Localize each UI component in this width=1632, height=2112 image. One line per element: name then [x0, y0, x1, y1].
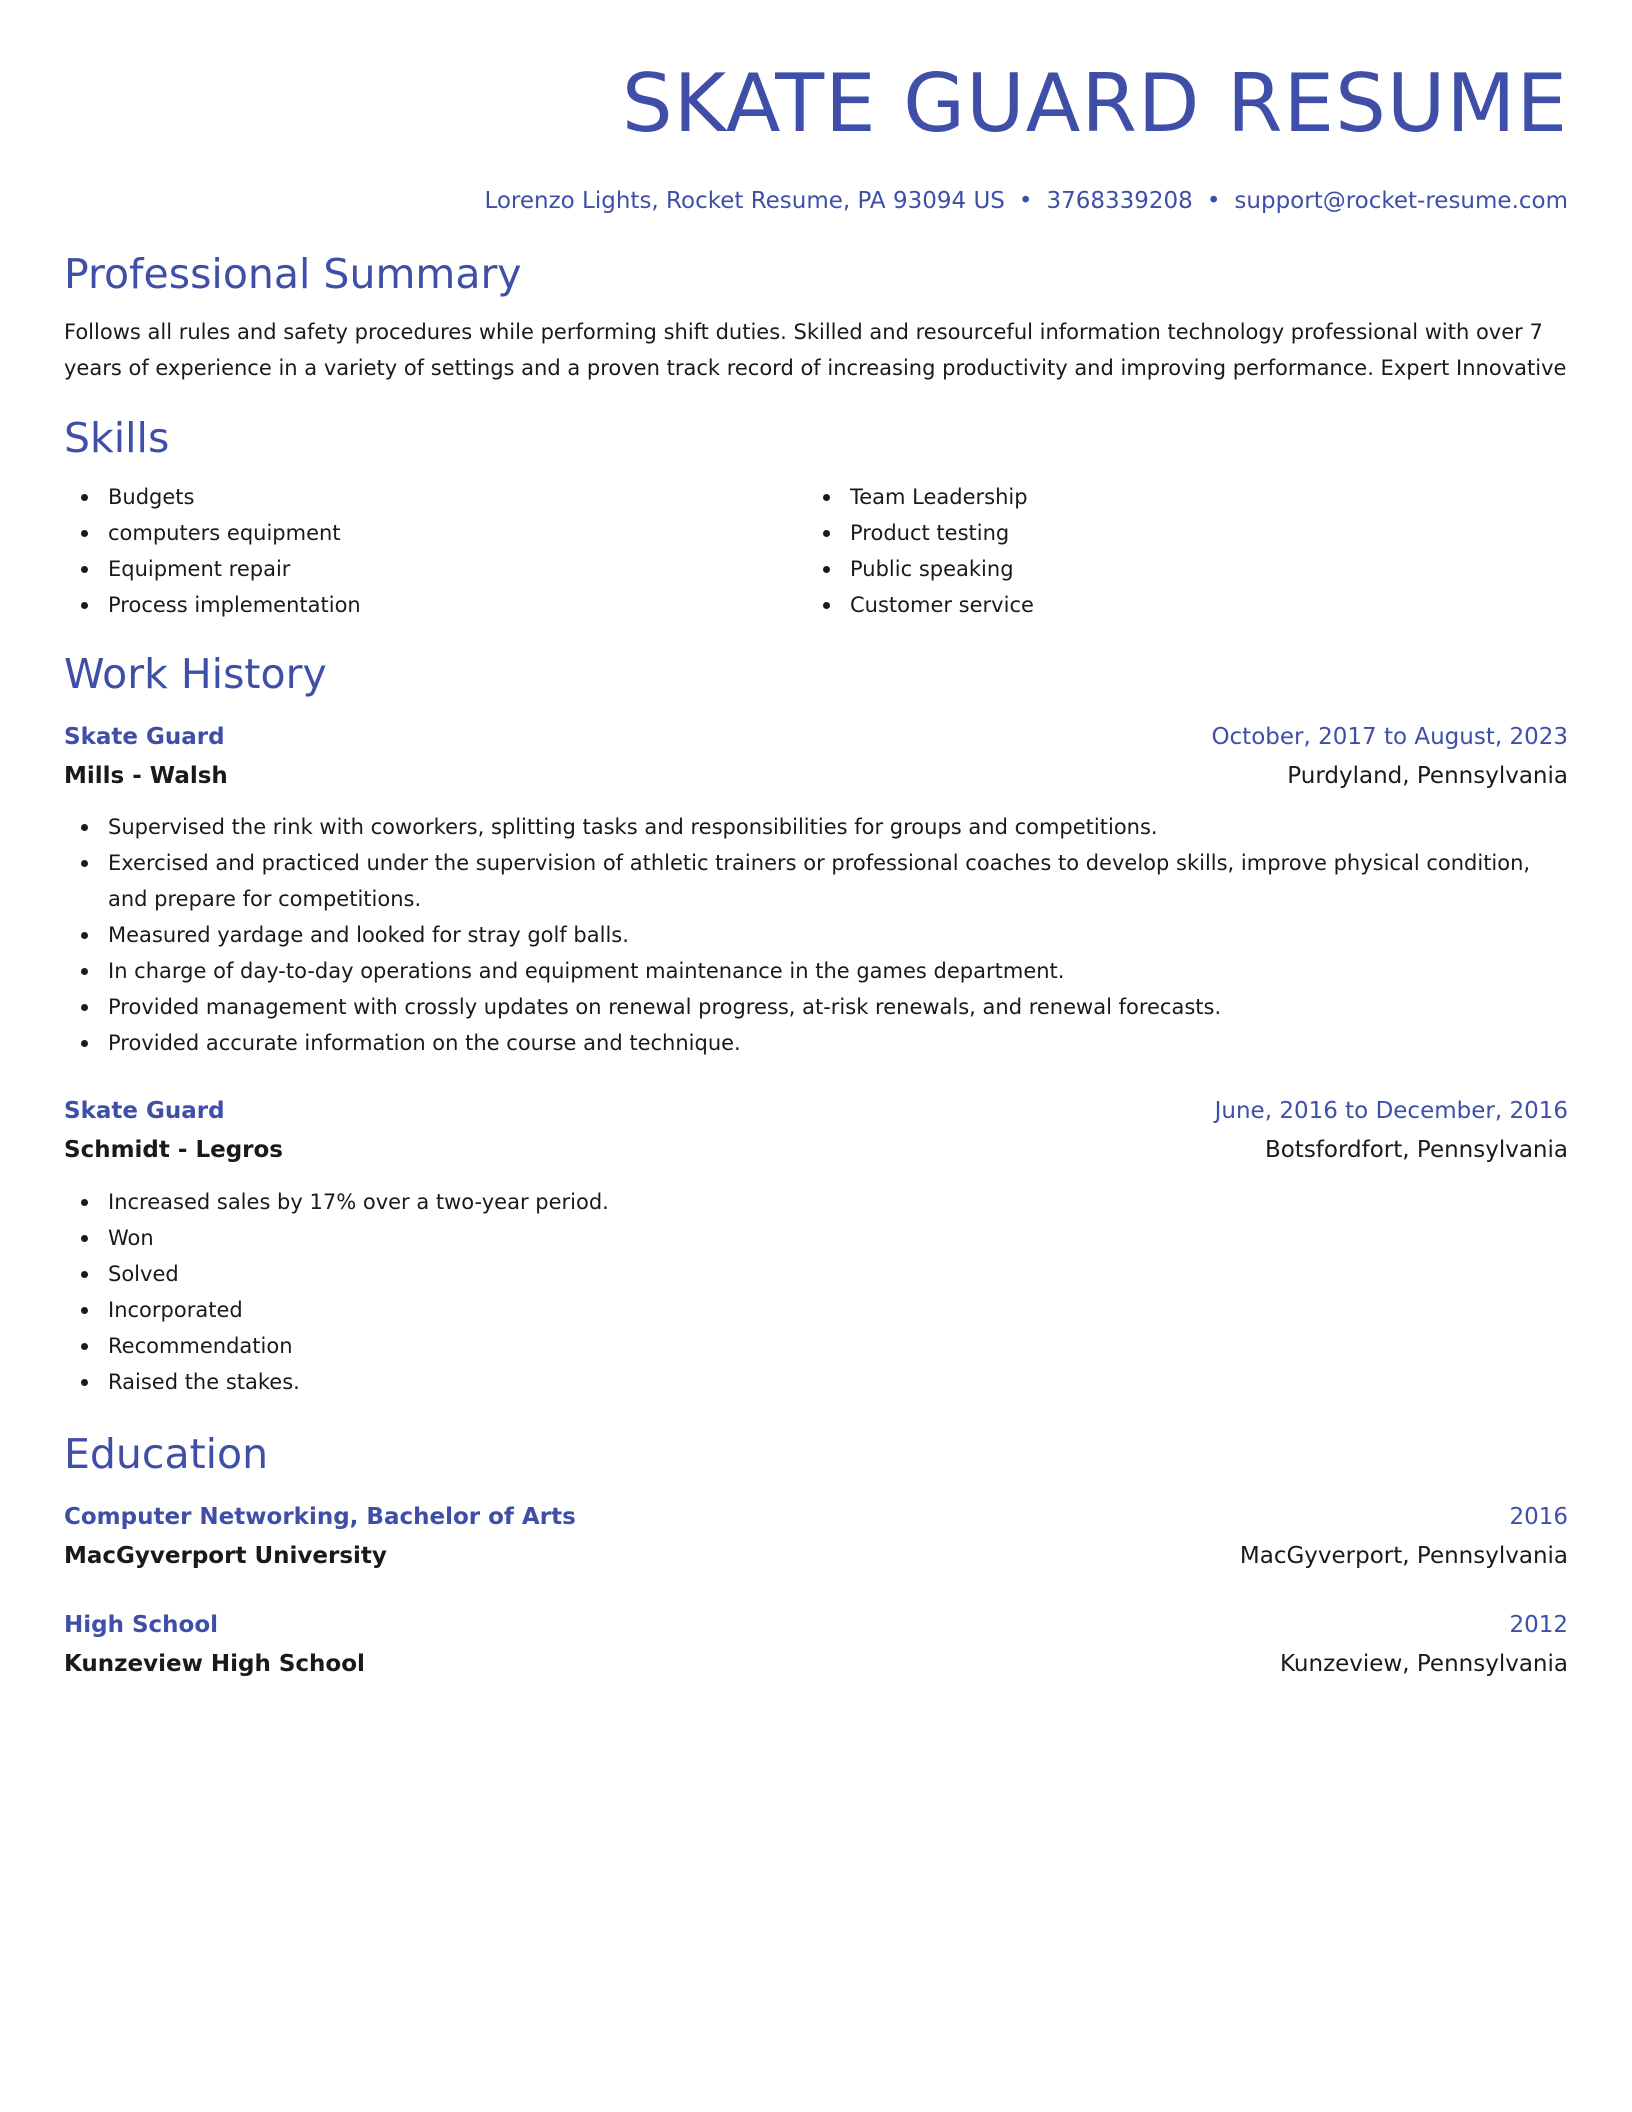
job-duty: Won	[64, 1220, 1568, 1256]
education-entry	[64, 1497, 1568, 1575]
education-location: MacGyverport, Pennsylvania	[1239, 1543, 1568, 1569]
section-heading-work-history: Work History	[64, 650, 327, 698]
job-company-row	[64, 1131, 1568, 1169]
job-duty: In charge of day-to-day operations and equipment maintenance in the games department.	[64, 953, 1568, 989]
skill-item: Team Leadership	[806, 479, 1548, 515]
job-location: Botsfordfort, Pennsylvania	[1264, 1137, 1568, 1163]
job-entry	[64, 717, 1568, 1061]
education-school-row	[64, 1645, 1568, 1683]
education-year: 2012	[1509, 1612, 1568, 1638]
job-header-row	[64, 1091, 1568, 1131]
job-dates: October, 2017 to August, 2023	[1211, 724, 1568, 750]
education-school-row	[64, 1537, 1568, 1575]
skill-item: Public speaking	[806, 551, 1548, 587]
summary-text: Follows all rules and safety procedures while performing shift duties. Skilled and resourceful information technology professional with over 7 years of experience in a variety of settings and a proven track record of increasing productivity and improving performance. Expert Innovative	[64, 320, 1567, 380]
job-duty: Raised the stakes.	[64, 1364, 1568, 1400]
contact-phone: 3768339208	[1046, 188, 1193, 214]
skill-item: computers equipment	[64, 515, 806, 551]
section-heading-skills: Skills	[64, 414, 170, 462]
job-dates: June, 2016 to December, 2016	[1214, 1098, 1568, 1124]
job-company: Mills - Walsh	[64, 763, 228, 789]
contact-line	[64, 186, 1568, 216]
job-duties	[64, 1184, 1568, 1400]
education-degree: Computer Networking, Bachelor of Arts	[64, 1504, 576, 1530]
job-entry	[64, 1091, 1568, 1400]
job-duties	[64, 809, 1568, 1061]
education-year: 2016	[1509, 1504, 1568, 1530]
job-duty: Provided management with crossly updates on renewal progress, at-risk renewals, and renewal forecasts.	[64, 989, 1568, 1025]
section-heading-summary: Professional Summary	[64, 250, 522, 298]
job-duty: Supervised the rink with coworkers, splitting tasks and responsibilities for groups and competitions.	[64, 809, 1568, 845]
education-location: Kunzeview, Pennsylvania	[1279, 1651, 1568, 1677]
education-degree: High School	[64, 1612, 219, 1638]
job-duty: Recommendation	[64, 1328, 1568, 1364]
education-header-row	[64, 1605, 1568, 1645]
contact-separator: •	[1018, 188, 1033, 214]
job-location: Purdyland, Pennsylvania	[1287, 763, 1568, 789]
job-company: Schmidt - Legros	[64, 1137, 283, 1163]
section-heading-education: Education	[64, 1430, 269, 1478]
education-school: Kunzeview High School	[64, 1651, 365, 1677]
job-duty: Exercised and practiced under the supervision of athletic trainers or professional coaches to develop skills, improve physical condition, and prepare for competitions.	[64, 845, 1568, 917]
contact-email: support@rocket-resume.com	[1234, 188, 1568, 214]
skill-item: Product testing	[806, 515, 1548, 551]
skill-item: Customer service	[806, 587, 1548, 623]
education-entry	[64, 1605, 1568, 1683]
job-duty: Solved	[64, 1256, 1568, 1292]
contact-address: Lorenzo Lights, Rocket Resume, PA 93094 US	[484, 188, 1005, 214]
skills-column-left	[64, 479, 806, 623]
job-duty: Provided accurate information on the course and technique.	[64, 1025, 1568, 1061]
job-title: Skate Guard	[64, 1098, 225, 1124]
job-duty: Incorporated	[64, 1292, 1568, 1328]
education-header-row	[64, 1497, 1568, 1537]
job-company-row	[64, 757, 1568, 795]
job-duty: Measured yardage and looked for stray golf balls.	[64, 917, 1568, 953]
contact-separator: •	[1206, 188, 1221, 214]
resume-title: SKATE GUARD RESUME	[621, 57, 1568, 150]
job-title: Skate Guard	[64, 724, 225, 750]
skill-item: Budgets	[64, 479, 806, 515]
resume-page	[64, 0, 1568, 1683]
skills-list	[64, 479, 1568, 623]
skill-item: Equipment repair	[64, 551, 806, 587]
skill-item: Process implementation	[64, 587, 806, 623]
job-duty: Increased sales by 17% over a two-year period.	[64, 1184, 1568, 1220]
education-school: MacGyverport University	[64, 1543, 387, 1569]
job-header-row	[64, 717, 1568, 757]
skills-column-right	[806, 479, 1548, 623]
